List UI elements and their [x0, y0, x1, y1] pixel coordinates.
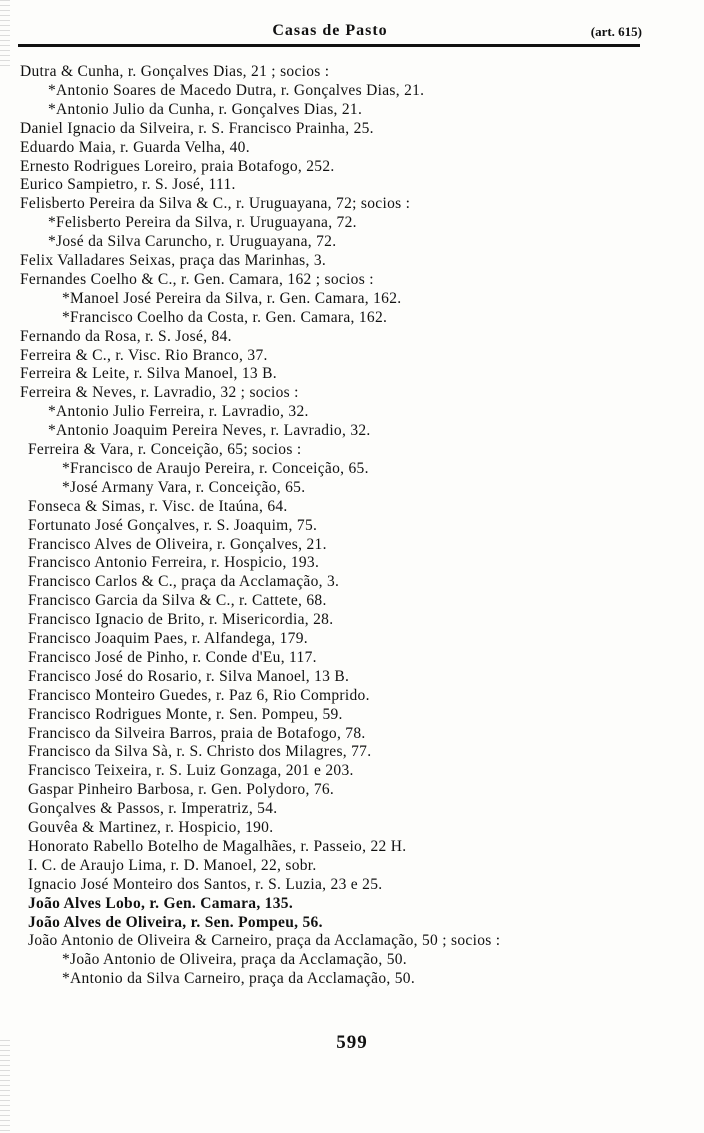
- list-item: Fortunato José Gonçalves, r. S. Joaquim, 75.: [28, 516, 318, 534]
- list-item: Francisco Ignacio de Brito, r. Misericordia, 28.: [28, 611, 334, 629]
- list-item: Gonçalves & Passos, r. Imperatriz, 54.: [28, 800, 278, 818]
- page-number: 599: [336, 1032, 368, 1053]
- list-item: Francisco Teixeira, r. S. Luiz Gonzaga, 201 e 203.: [28, 762, 354, 780]
- list-item: Ernesto Rodrigues Loreiro, praia Botafogo, 252.: [20, 157, 335, 175]
- margin-speckle: [0, 0, 10, 70]
- list-item: *Antonio da Silva Carneiro, praça da Acclamação, 50.: [62, 970, 416, 988]
- page-header: [20, 22, 640, 42]
- list-item: Felix Valladares Seixas, praça das Marinhas, 3.: [20, 252, 327, 269]
- list-item: *Antonio Julio Ferreira, r. Lavradio, 32.: [48, 403, 309, 421]
- list-item: Gouvêa & Martinez, r. Hospicio, 190.: [28, 819, 274, 836]
- list-item: Francisco Garcia da Silva & C., r. Cattete, 68.: [28, 592, 327, 610]
- list-item: *Antonio Joaquim Pereira Neves, r. Lavradio, 32.: [48, 422, 371, 440]
- list-item: Ferreira & C., r. Visc. Rio Branco, 37.: [20, 346, 268, 364]
- list-item: Francisco Joaquim Paes, r. Alfandega, 179.: [28, 630, 308, 647]
- list-item: Ferreira & Neves, r. Lavradio, 32 ; socios :: [20, 384, 299, 402]
- list-item: Fernandes Coelho & C., r. Gen. Camara, 162 ; socios :: [20, 270, 374, 288]
- list-item: *Manoel José Pereira da Silva, r. Gen. Camara, 162.: [62, 289, 402, 307]
- list-item: Francisco da Silva Sà, r. S. Christo dos Milagres, 77.: [28, 743, 372, 761]
- list-item: Francisco José do Rosario, r. Silva Manoel, 13 B.: [28, 667, 350, 685]
- list-item: Honorato Rabello Botelho de Magalhães, r. Passeio, 22 H.: [28, 837, 407, 855]
- list-item: Eduardo Maia, r. Guarda Velha, 40.: [20, 138, 250, 156]
- list-item: Ignacio José Monteiro dos Santos, r. S. Luzia, 23 e 25.: [28, 875, 383, 893]
- list-item: *João Antonio de Oliveira, praça da Acclamação, 50.: [62, 951, 407, 969]
- list-item: Ferreira & Vara, r. Conceição, 65; socios :: [28, 441, 302, 458]
- list-item: Ferreira & Leite, r. Silva Manoel, 13 B.: [20, 365, 277, 383]
- list-item: Francisco Antonio Ferreira, r. Hospicio, 193.: [28, 554, 320, 572]
- list-item: Fonseca & Simas, r. Visc. de Itaúna, 64.: [28, 497, 288, 515]
- list-item: I. C. de Araujo Lima, r. D. Manoel, 22, sobr.: [28, 856, 317, 874]
- list-item: Francisco Alves de Oliveira, r. Gonçalves, 21.: [28, 535, 327, 553]
- list-item: *Francisco de Araujo Pereira, r. Conceição, 65.: [62, 459, 369, 477]
- list-item: Francisco da Silveira Barros, praia de Botafogo, 78.: [28, 724, 366, 742]
- list-item: *Francisco Coelho da Costa, r. Gen. Camara, 162.: [62, 308, 388, 326]
- list-item: Gaspar Pinheiro Barbosa, r. Gen. Polydoro, 76.: [28, 781, 335, 799]
- article-reference: (art. 615): [590, 24, 642, 39]
- page-title: Casas de Pasto: [272, 22, 388, 39]
- list-item: *Antonio Julio da Cunha, r. Gonçalves Dias, 21.: [48, 100, 363, 118]
- list-item: *Antonio Soares de Macedo Dutra, r. Gonçalves Dias, 21.: [48, 81, 425, 99]
- list-item: Felisberto Pereira da Silva & C., r. Uruguayana, 72; socios :: [20, 195, 411, 213]
- list-item: *Felisberto Pereira da Silva, r. Uruguayana, 72.: [48, 214, 357, 232]
- list-item: Francisco Monteiro Guedes, r. Paz 6, Rio Comprido.: [28, 686, 370, 704]
- list-item: Fernando da Rosa, r. S. José, 84.: [20, 327, 232, 345]
- list-item: Daniel Ignacio da Silveira, r. S. Francisco Prainha, 25.: [20, 119, 374, 137]
- list-item: Francisco Carlos & C., praça da Acclamação, 3.: [28, 573, 340, 591]
- list-item: João Alves de Oliveira, r. Sen. Pompeu, 56.: [28, 913, 323, 931]
- list-item: *José da Silva Caruncho, r. Uruguayana, 72.: [48, 233, 337, 251]
- list-item: João Antonio de Oliveira & Carneiro, praça da Acclamação, 50 ; socios :: [28, 932, 501, 950]
- list-item: Eurico Sampietro, r. S. José, 111.: [20, 176, 236, 194]
- list-item: Dutra & Cunha, r. Gonçalves Dias, 21 ; socios :: [20, 63, 330, 80]
- list-item: Francisco José de Pinho, r. Conde d'Eu, 117.: [28, 648, 317, 666]
- list-item: *José Armany Vara, r. Conceição, 65.: [62, 478, 306, 496]
- list-item: João Alves Lobo, r. Gen. Camara, 135.: [28, 894, 293, 912]
- list-item: Francisco Rodrigues Monte, r. Sen. Pompeu, 59.: [28, 705, 343, 723]
- header-rule: [18, 44, 640, 47]
